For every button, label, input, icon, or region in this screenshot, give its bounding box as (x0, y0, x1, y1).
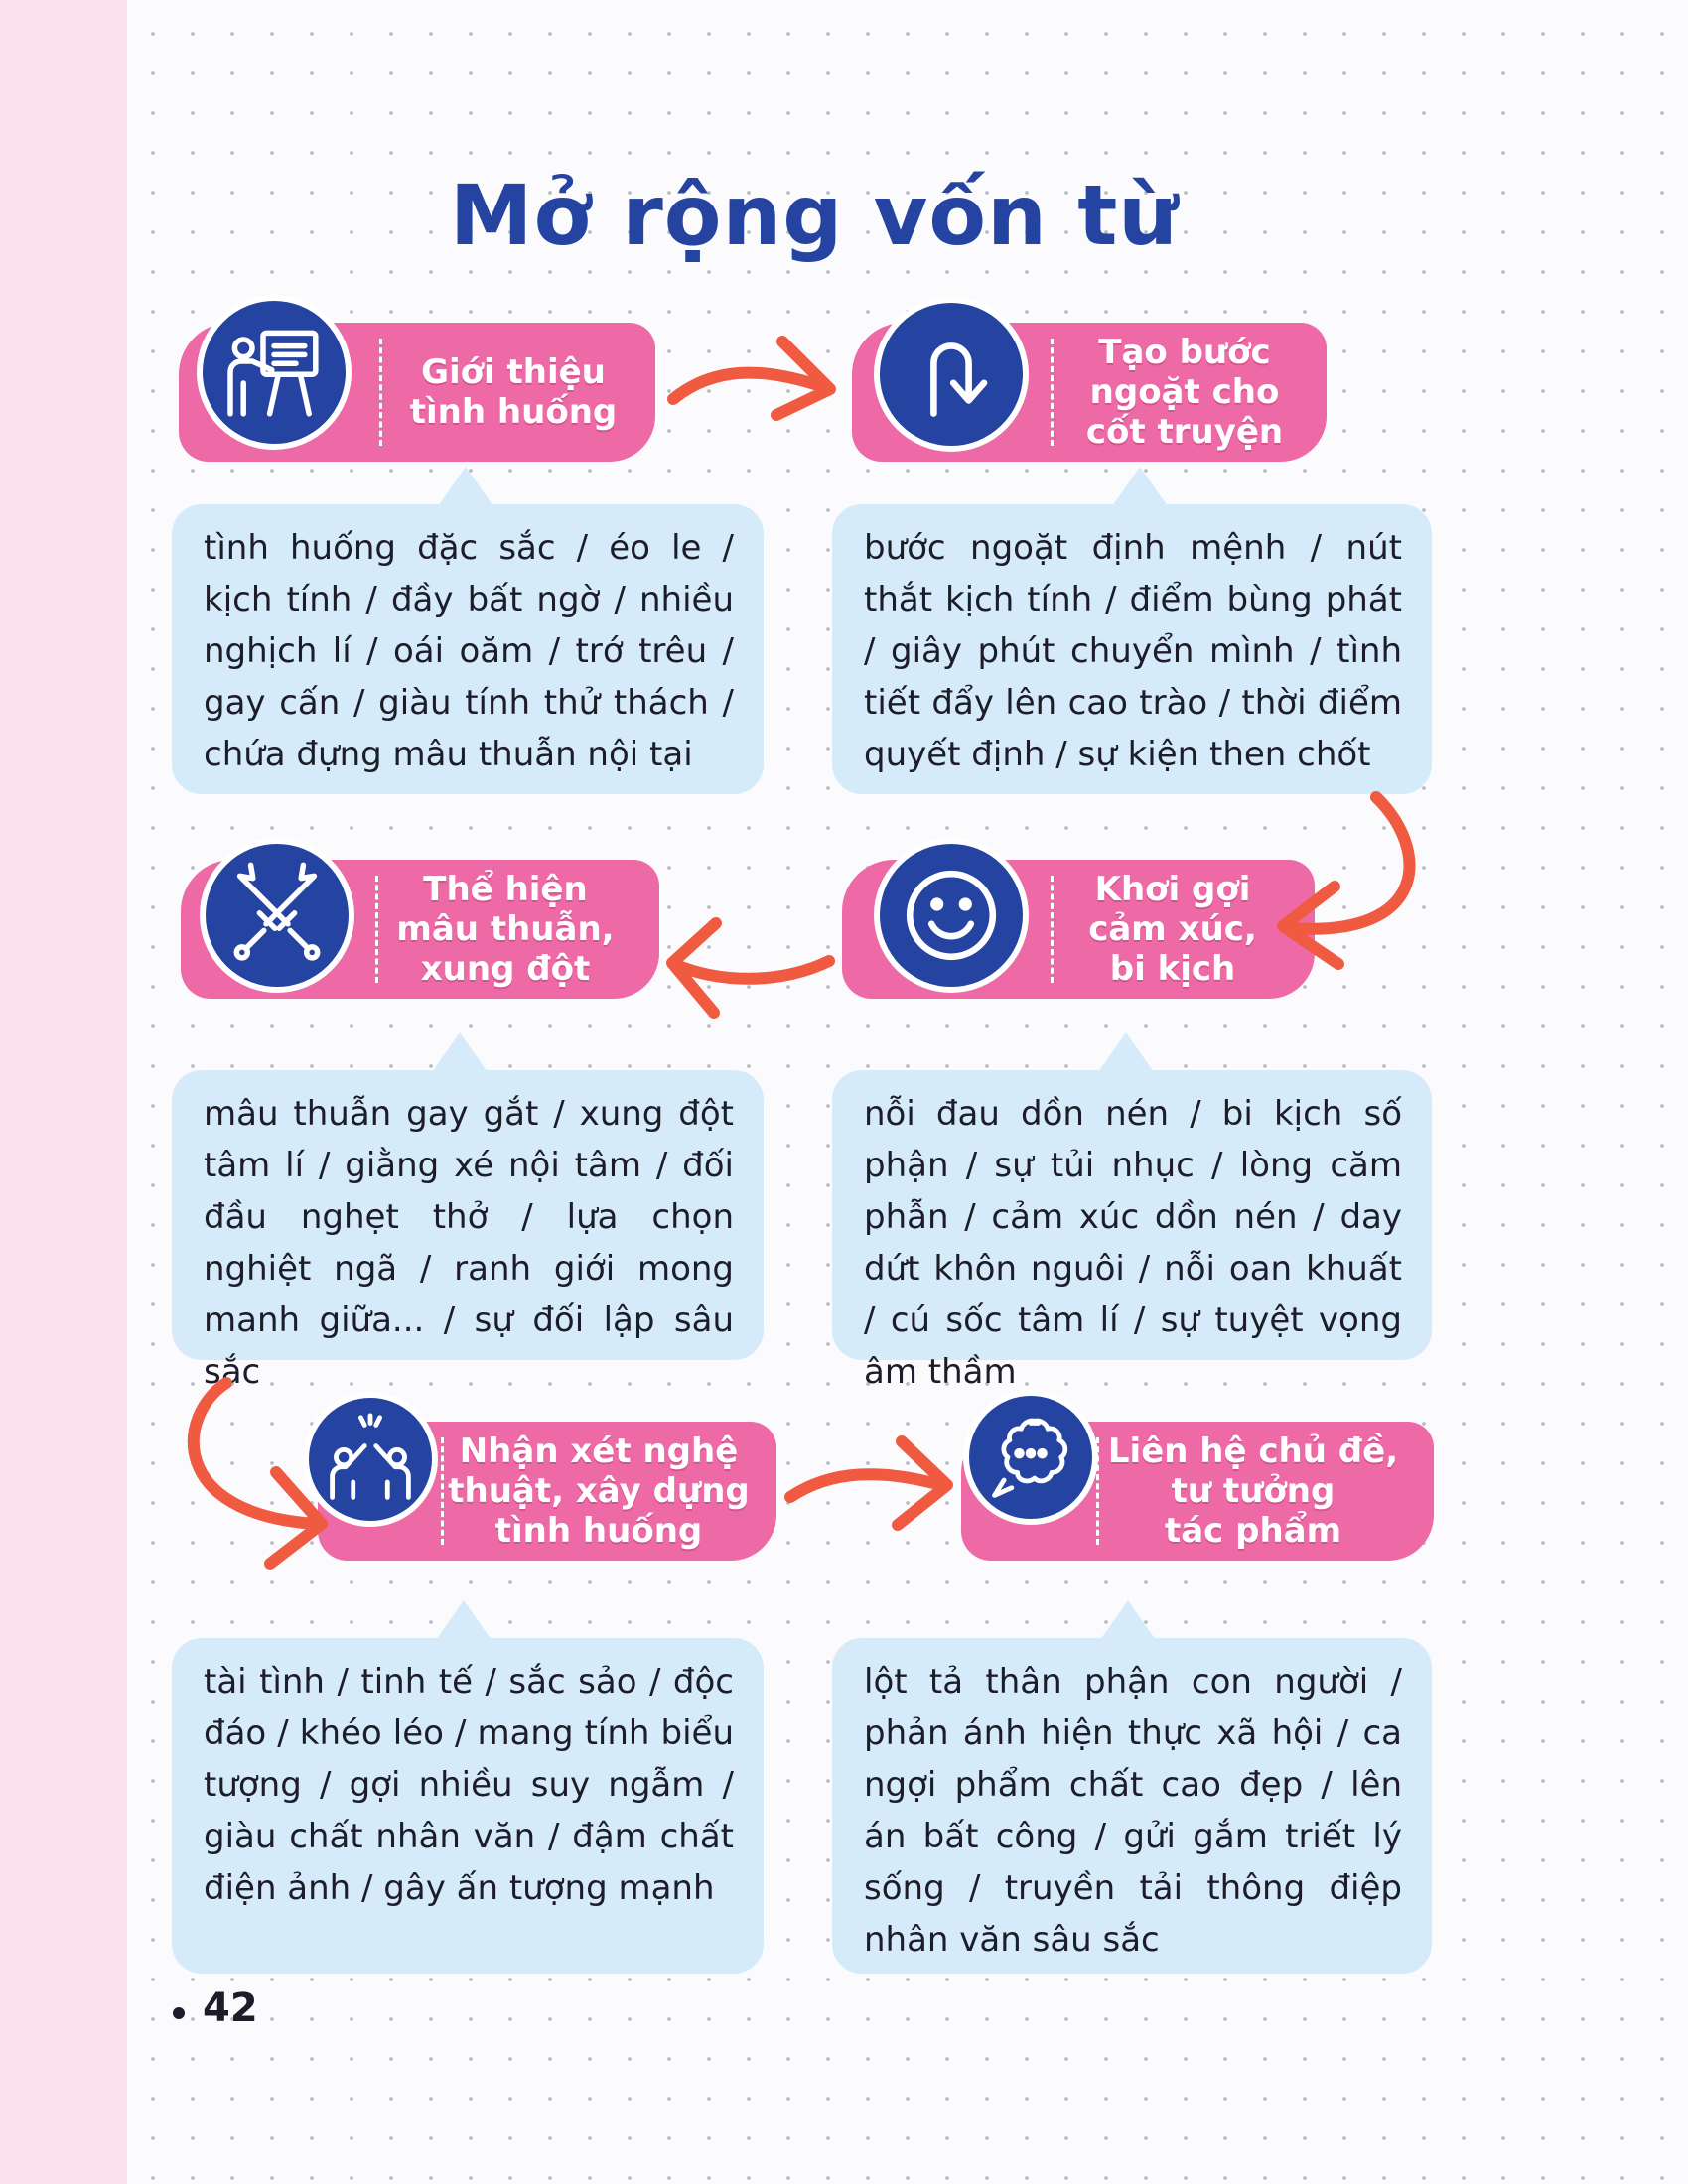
flow-arrow-1-to-2 (665, 328, 844, 437)
chat-bubble-icon (963, 1390, 1098, 1525)
flow-arrow-4-to-3 (660, 913, 839, 1032)
smiley-face-icon (874, 838, 1029, 993)
divider (441, 1437, 444, 1545)
section-4-text: nỗi đau dồn nén / bi kịch số phận / sự tủi nhục / lòng căm phẫn / cảm xúc dồn nén / day dứt khôn nguôi / nỗi oan khuất / cú sốc tâm lí / sự tuyệt vọng âm thầm (864, 1094, 1402, 1392)
page-title: Mở rộng vốn từ (449, 167, 1180, 264)
section-6-text: lột tả thân phận con người / phản ánh hiện thực xã hội / ca ngợi phẩm chất cao đẹp / lên án bất công / gửi gắm triết lý sống / truyền tải thông điệp nhân văn sâu sắc (864, 1662, 1402, 1960)
section-3-vocabulary-box (172, 1070, 764, 1392)
section-4-vocabulary-box (832, 1070, 1432, 1392)
flow-arrow-2-to-4 (1261, 789, 1450, 978)
section-1-text: tình huống đặc sắc / éo le / kịch tính / đầy bất ngờ / nhiều nghịch lí / oái oăm / trớ trêu / gay cấn / giàu tính thử thách / chứa đựng mâu thuẫn nội tại (204, 528, 734, 774)
section-1-vocabulary-box (172, 504, 764, 794)
section-4-label: Khơi gợi cảm xúc, bi kịch (1088, 870, 1257, 989)
u-turn-arrow-icon (874, 297, 1029, 452)
section-5-text: tài tình / tinh tế / sắc sảo / độc đáo / khéo léo / mang tính biểu tượng / gợi nhiều suy ngẫm / giàu chất nhân văn / đậm chất điện ảnh / gây ấn tượng mạnh (204, 1662, 734, 1908)
section-2-vocabulary-box (832, 504, 1432, 794)
page-number (171, 1985, 258, 2031)
section-2-text: bước ngoặt định mệnh / nút thắt kịch tính / điểm bùng phát / giây phút chuyển mình / tình tiết đẩy lên cao trào / thời điểm quyết định / sự kiện then chốt (864, 528, 1402, 774)
divider (1051, 339, 1054, 446)
flow-arrow-5-to-6 (782, 1426, 961, 1545)
section-3-text: mâu thuẫn gay gắt / xung đột tâm lí / giằng xé nội tâm / đối đầu nghẹt thở / lựa chọn nghiệt ngã / ranh giới mong manh giữa... / sự đối lập sâu sắc (204, 1094, 734, 1392)
divider (375, 876, 378, 983)
divider (379, 339, 382, 446)
section-5-label: Nhận xét nghệ thuật, xây dựng tình huống (448, 1432, 750, 1551)
section-3-label: Thể hiện mâu thuẫn, xung đột (396, 870, 615, 989)
page-number-value: 42 (203, 1985, 258, 2031)
section-6-label: Liên hệ chủ đề, tư tưởng tác phẩm (1107, 1432, 1399, 1551)
presentation-icon (197, 295, 352, 450)
divider (1051, 876, 1054, 983)
page-edge-strip (0, 0, 127, 2184)
section-2-label: Tạo bước ngoặt cho cốt truyện (1085, 333, 1284, 452)
section-6-vocabulary-box (832, 1638, 1432, 1974)
flow-arrow-3-to-5 (167, 1375, 336, 1573)
section-1-label: Giới thiệu tình huống (409, 352, 618, 432)
crossed-swords-icon (200, 838, 354, 993)
section-5-vocabulary-box (172, 1638, 764, 1974)
